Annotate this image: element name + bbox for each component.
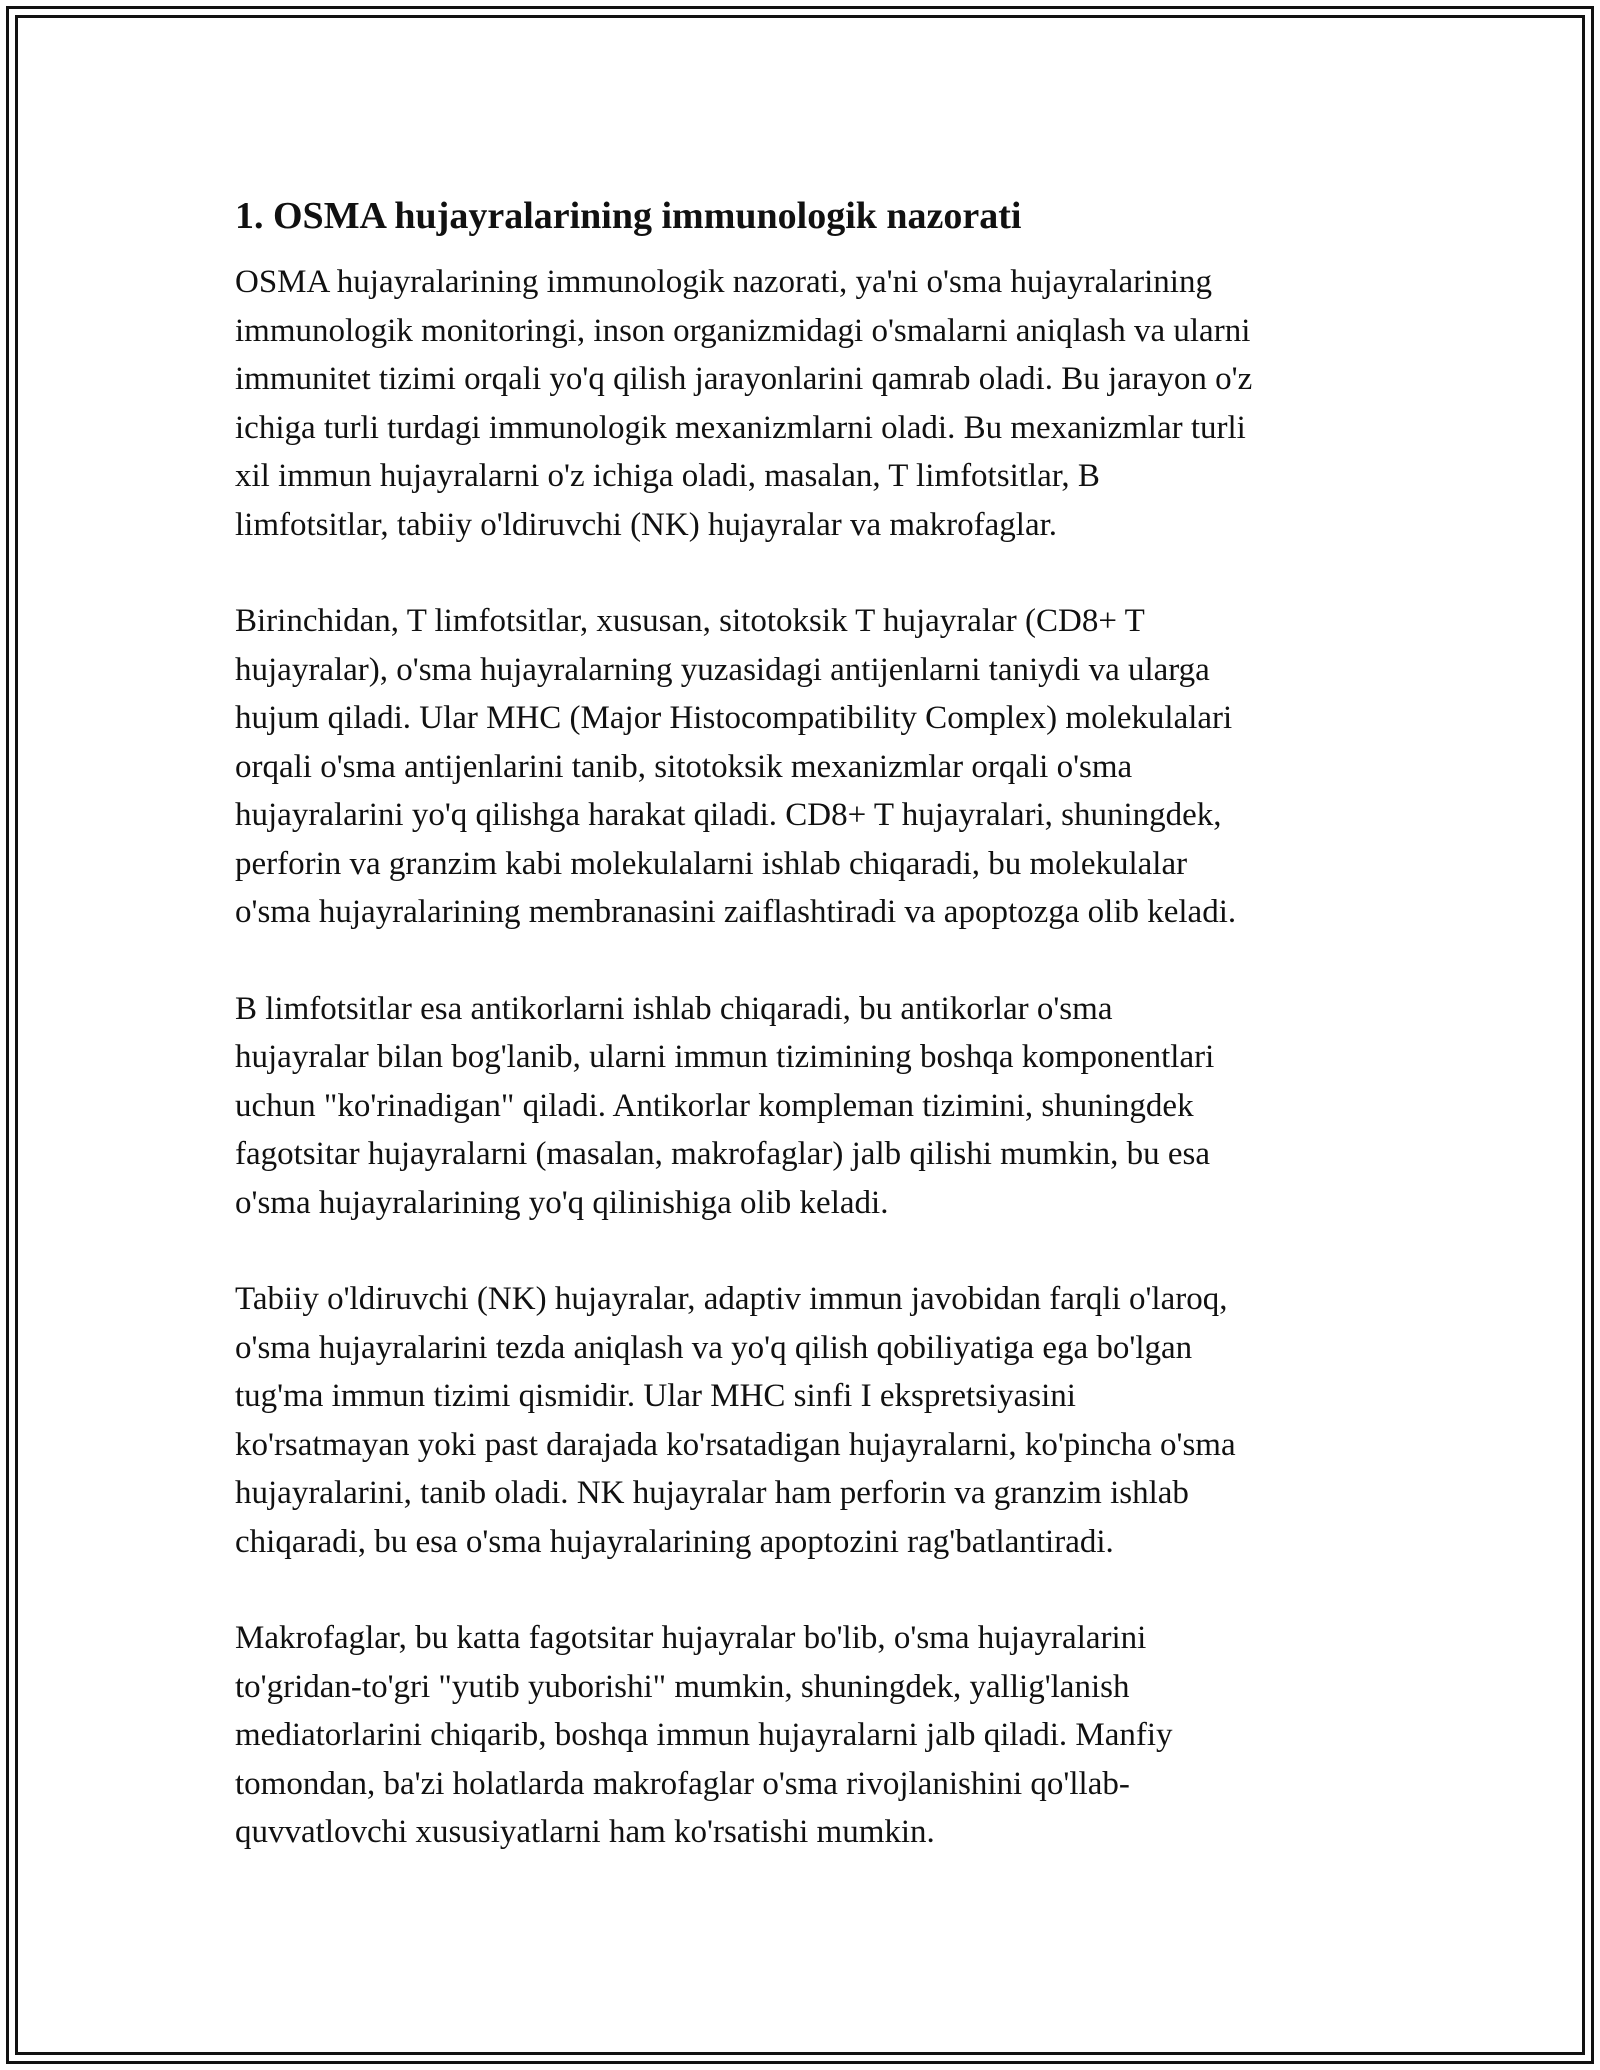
text-line: quvvatlovchi xususiyatlarni ham ko'rsatishi mumkin. xyxy=(235,1814,935,1850)
text-line: OSMA hujayralarining immunologik nazorati, ya'ni o'sma hujayralarining xyxy=(235,264,1212,300)
text-line: o'sma hujayralarining yo'q qilinishiga olib keladi. xyxy=(235,1184,889,1221)
text-line: to'gridan-to'gri "yutib yuborishi" mumkin, shuningdek, yallig'lanish xyxy=(235,1668,1130,1705)
text-line: hujayralarini, tanib oladi. NK hujayralar ham perforin va granzim ishlab xyxy=(235,1475,1189,1511)
text-line: tug'ma immun tizimi qismidir. Ular MHC sinfi I ekspretsiyasini xyxy=(235,1378,1076,1414)
text-line: mediatorlarini chiqarib, boshqa immun hujayralarni jalb qiladi. Manfiy xyxy=(235,1717,1173,1753)
text-line: orqali o'sma antijenlarini tanib, sitotoksik mexanizmlar orqali o'sma xyxy=(235,748,1133,785)
paragraph-b-lymphocytes xyxy=(235,985,1385,1228)
text-line: immunologik monitoringi, inson organizmidagi o'smalarni aniqlash va ularni xyxy=(235,312,1251,349)
text-line: B limfotsitlar esa antikorlarni ishlab chiqaradi, bu antikorlar o'sma xyxy=(235,990,1113,1027)
paragraph-t-lymphocytes xyxy=(235,597,1385,937)
text-line: o'sma hujayralarining membranasini zaiflashtiradi va apoptozga olib keladi. xyxy=(235,894,1237,930)
text-line: hujayralar), o'sma hujayralarning yuzasidagi antijenlarni taniydi va ularga xyxy=(235,651,1210,688)
text-line: xil immun hujayralarni o'z ichiga oladi, masalan, T limfotsitlar, B xyxy=(235,458,1100,494)
text-line: o'sma hujayralarini tezda aniqlash va yo'q qilish qobiliyatiga ega bo'lgan xyxy=(235,1329,1193,1366)
section-heading: 1. OSMA hujayralarining immunologik nazorati xyxy=(235,195,1022,237)
text-line: Birinchidan, T limfotsitlar, xususan, sitotoksik T hujayralar (CD8+ T xyxy=(235,603,1145,639)
paragraph-macrophages xyxy=(235,1614,1385,1857)
text-line: hujayralar bilan bog'lanib, ularni immun tizimining boshqa komponentlari xyxy=(235,1039,1215,1075)
paragraph-intro xyxy=(235,258,1385,549)
text-line: perforin va granzim kabi molekulalarni ishlab chiqaradi, bu molekulalar xyxy=(235,845,1188,882)
document-body xyxy=(235,188,1385,1857)
text-line: hujayralarini yo'q qilishga harakat qiladi. CD8+ T hujayralari, shuningdek, xyxy=(235,797,1222,833)
text-line: tomondan, ba'zi holatlarda makrofaglar o'sma rivojlanishini qo'llab- xyxy=(235,1765,1130,1802)
text-line: hujum qiladi. Ular MHC (Major Histocompatibility Complex) molekulalari xyxy=(235,700,1233,736)
text-line: ichiga turli turdagi immunologik mexanizmlarni oladi. Bu mexanizmlar turli xyxy=(235,409,1246,446)
paragraph-nk-cells xyxy=(235,1275,1385,1566)
text-line: ko'rsatmayan yoki past darajada ko'rsatadigan hujayralarni, ko'pincha o'sma xyxy=(235,1426,1236,1463)
text-line: Makrofaglar, bu katta fagotsitar hujayralar bo'lib, o'sma hujayralarini xyxy=(235,1620,1147,1656)
text-line: fagotsitar hujayralarni (masalan, makrofaglar) jalb qilishi mumkin, bu esa xyxy=(235,1136,1211,1172)
text-line: uchun "ko'rinadigan" qiladi. Antikorlar kompleman tizimini, shuningdek xyxy=(235,1087,1194,1124)
text-line: chiqaradi, bu esa o'sma hujayralarining apoptozini rag'batlantiradi. xyxy=(235,1523,1114,1560)
text-line: immunitet tizimi orqali yo'q qilish jarayonlarini qamrab oladi. Bu jarayon o'z xyxy=(235,361,1253,397)
text-line: limfotsitlar, tabiiy o'ldiruvchi (NK) hujayralar va makrofaglar. xyxy=(235,506,1058,543)
text-line: Tabiiy o'ldiruvchi (NK) hujayralar, adaptiv immun javobidan farqli o'laroq, xyxy=(235,1281,1228,1317)
